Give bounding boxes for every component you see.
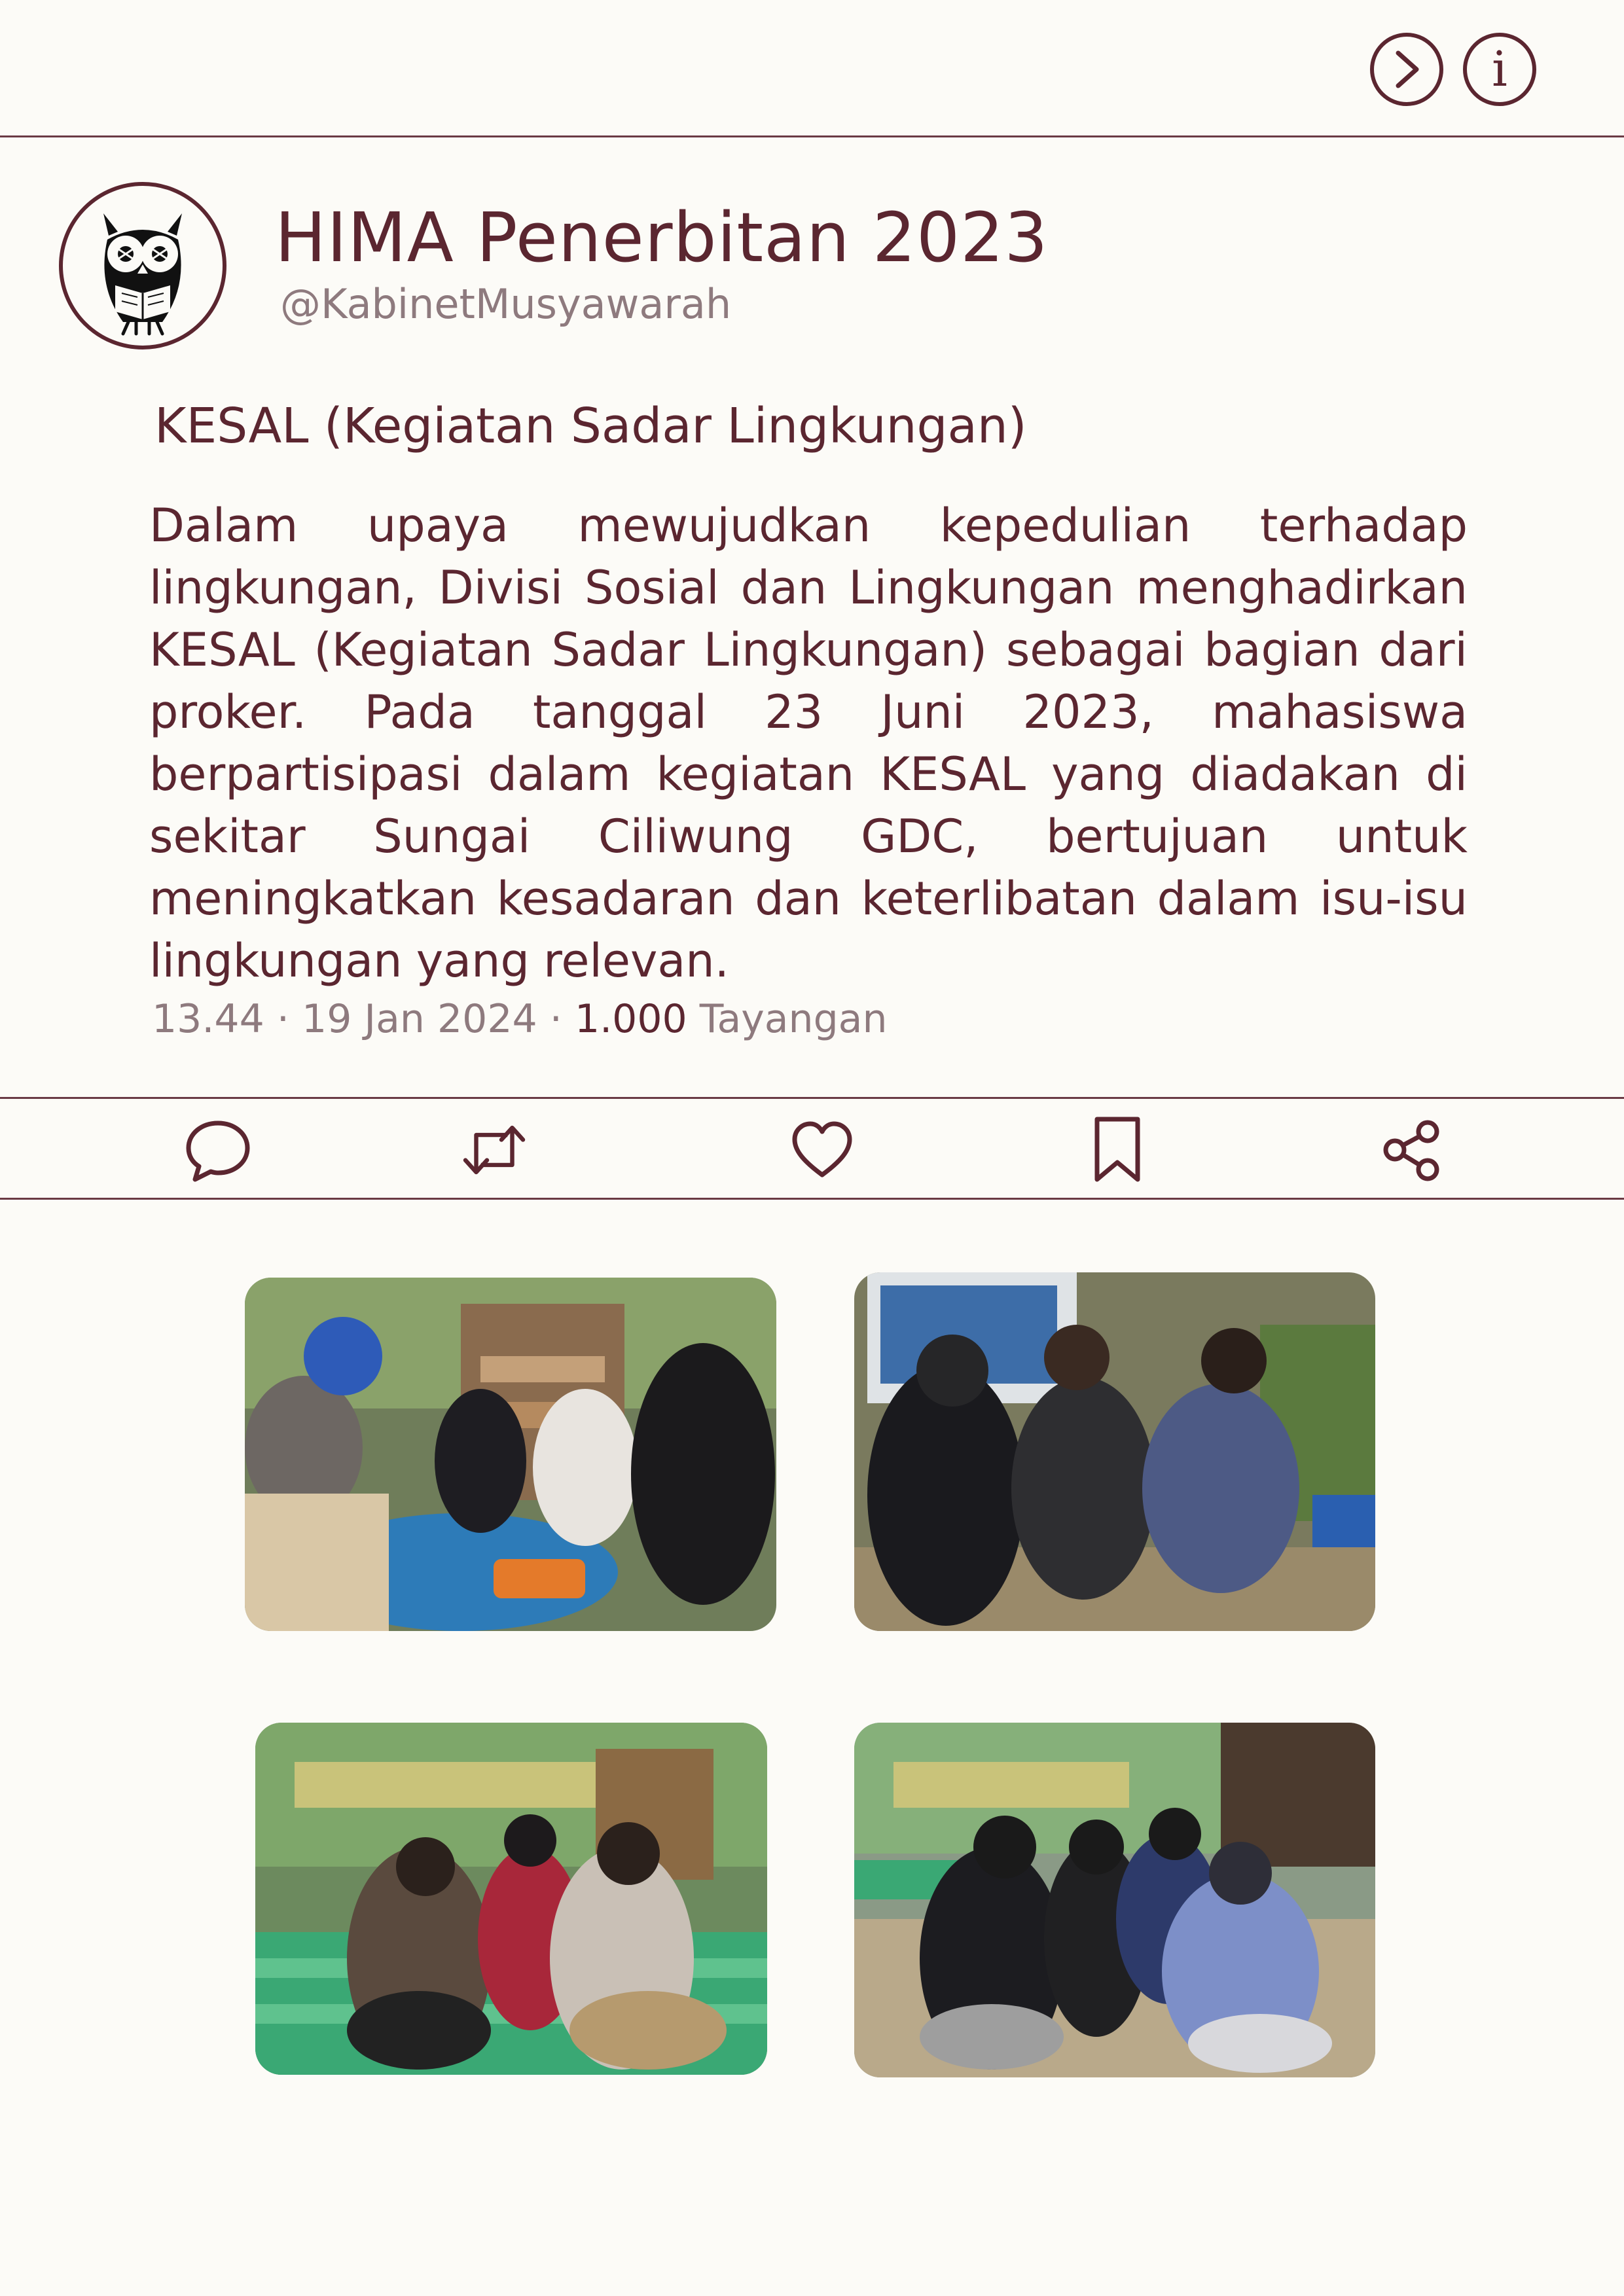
photo-group-plant: [854, 1272, 1375, 1631]
next-button[interactable]: [1370, 33, 1443, 106]
post-body: Dalam upaya mewujudkan kepedulian terhadap lingkungan, Divisi Sosial dan Lingkungan menghadirkan KESAL (Kegiatan Sadar Lingkungan) sebagai bagian dari proker. Pada tanggal 23 Juni 2023, mahasiswa berpartisipasi dalam kegiatan KESAL yang diadakan di sekitar Sungai Ciliwung GDC, bertujuan untuk meningkatkan kesadaran dan keterlibatan dalam isu-isu lingkungan yang relevan.: [149, 499, 1468, 988]
views-count: 1.000: [574, 996, 687, 1042]
repost-button[interactable]: [458, 1114, 530, 1186]
chevron-right-icon: [1384, 46, 1430, 92]
avatar[interactable]: [59, 182, 226, 350]
meta-separator: ·: [549, 996, 562, 1042]
post-date[interactable]: 19 Jan 2024: [302, 996, 537, 1042]
post-photo-4[interactable]: [854, 1723, 1375, 2077]
actions-bottom-divider: [0, 1198, 1624, 1200]
views-label: Tayangan: [699, 996, 888, 1042]
heart-icon: [789, 1117, 855, 1183]
actions-top-divider: [0, 1097, 1624, 1099]
photo-group-crafting: [245, 1278, 776, 1631]
post-title: KESAL (Kegiatan Sadar Lingkungan): [154, 398, 1027, 454]
owl-logo-icon: [77, 194, 208, 338]
bookmark-button[interactable]: [1081, 1114, 1153, 1186]
top-divider: [0, 135, 1624, 137]
info-icon: i: [1492, 41, 1507, 98]
photo-group-ciliwung-ground: [854, 1723, 1375, 2077]
author-handle[interactable]: @KabinetMusyawarah: [280, 280, 732, 328]
speech-bubble-icon: [182, 1114, 254, 1186]
post-photo-3[interactable]: [255, 1723, 767, 2075]
post-time: 13.44: [152, 996, 264, 1042]
share-button[interactable]: [1376, 1114, 1448, 1186]
like-button[interactable]: [786, 1114, 858, 1186]
info-button[interactable]: [1463, 33, 1536, 106]
post-meta: [152, 996, 887, 1042]
post-photo-2[interactable]: [854, 1272, 1375, 1631]
reply-button[interactable]: [182, 1114, 254, 1186]
photo-group-ciliwung-mural: [255, 1723, 767, 2075]
post-photo-1[interactable]: [245, 1278, 776, 1631]
author-display-name[interactable]: HIMA Penerbitan 2023: [275, 198, 1049, 278]
bookmark-icon: [1088, 1114, 1147, 1186]
repost-arrows-icon: [458, 1114, 530, 1186]
meta-separator: ·: [276, 996, 289, 1042]
share-nodes-icon: [1379, 1117, 1445, 1183]
